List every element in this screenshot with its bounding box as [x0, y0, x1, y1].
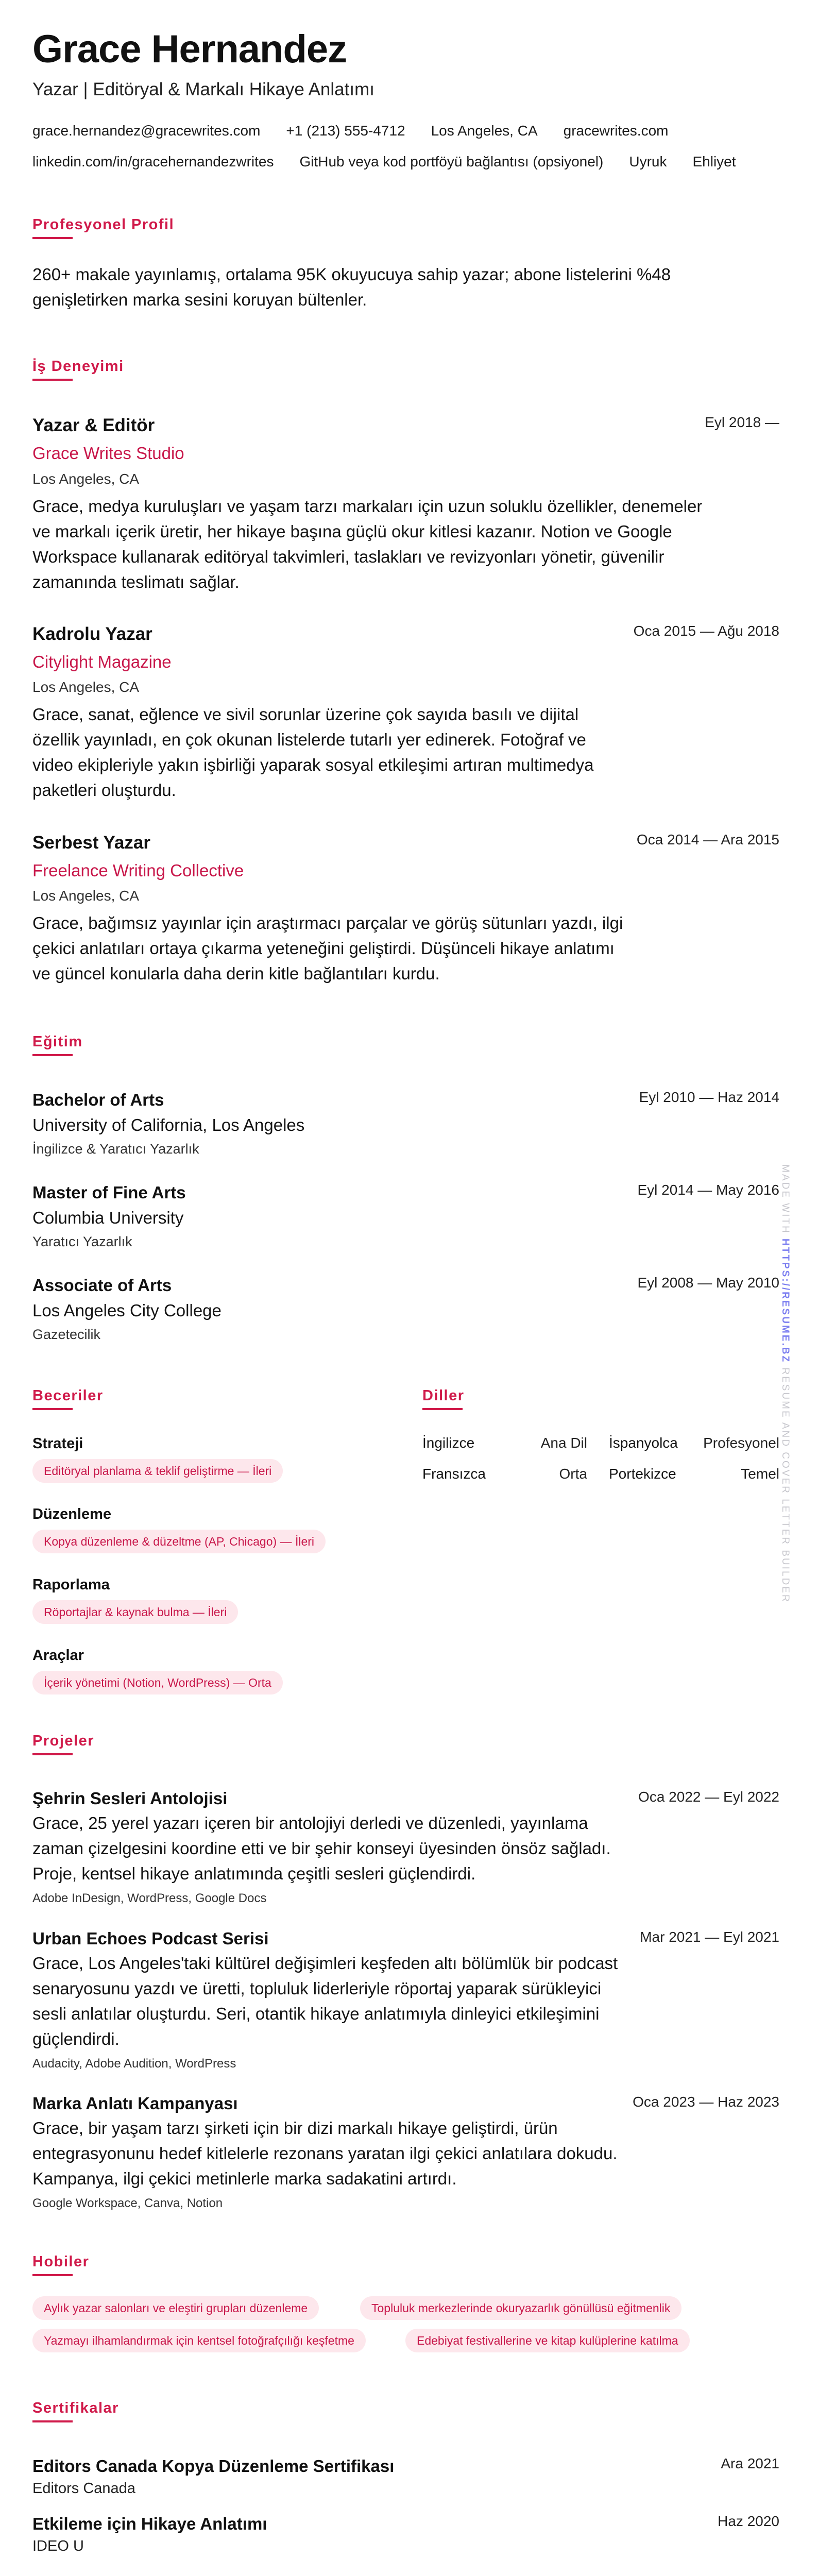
project-description: Grace, Los Angeles'taki kültürel değişimleri keşfeden altı bölümlük bir podcast senaryosunu yazdı ve üretti, topluluk liderleriyle röportaj yaparak sürükleyici sesli anlatılar oluşturdu. Seri, otantik hikaye anlatımıyla dinleyici etkileşimini güçlendirdi.: [32, 1954, 618, 2048]
edu-date: Eyl 2008 — May 2010: [637, 1275, 779, 1291]
job-company: Grace Writes Studio: [32, 444, 184, 463]
edu-school: Columbia University: [32, 1208, 184, 1227]
certificate-date: Haz 2020: [718, 2513, 779, 2529]
job-company: Freelance Writing Collective: [32, 861, 244, 880]
job-location: Los Angeles, CA: [32, 888, 140, 904]
section-divider: [32, 1408, 73, 1410]
edu-degree: Master of Fine Arts: [32, 1183, 186, 1202]
project-title: Marka Anlatı Kampanyası: [32, 2094, 238, 2113]
section-title-profile: Profesyonel Profil: [32, 216, 175, 233]
certificate-title: Etkileme için Hikaye Anlatımı: [32, 2514, 267, 2533]
contact-website[interactable]: gracewrites.com: [563, 123, 669, 139]
hobby-chip: Yazmayı ilhamlandırmak için kentsel fotoğrafçılığı keşfetme: [32, 2329, 366, 2352]
skill-chip: Editöryal planlama & teklif geliştirme — İleri: [32, 1459, 283, 1483]
project-tools: Adobe InDesign, WordPress, Google Docs: [32, 1891, 267, 1905]
builder-watermark: [780, 1164, 790, 1603]
certificate-org: Editors Canada: [32, 2480, 135, 2497]
job-description: Grace, sanat, eğlence ve sivil sorunlar üzerine çok sayıda basılı ve dijital özellik yayınladı, en çok okunan listelerde tutarlı yer edinerek. Fotoğraf ve video ekipleriyle yakın işbirliği yaparak sosyal etkileşimi artıran multimedya paketleri oluşturdu.: [32, 705, 594, 800]
project-tools: Google Workspace, Canva, Notion: [32, 2196, 223, 2210]
job-company: Citylight Magazine: [32, 652, 172, 671]
contact-linkedin[interactable]: linkedin.com/in/gracehernandezwrites: [32, 154, 274, 170]
language-level: Temel: [741, 1466, 779, 1482]
project-description: Grace, bir yaşam tarzı şirketi için bir dizi markalı hikaye geliştirdi, ürün entegrasyonunu hedef kitlelerle rezonans yaratan ilgi çekici anlatılara dokudu. Kampanya, ilgi çekici metinlerle marka sadakatini artırdı.: [32, 2119, 618, 2188]
hobby-chip: Edebiyat festivallerine ve kitap kulüplerine katılma: [405, 2329, 690, 2352]
project-title: Urban Echoes Podcast Serisi: [32, 1929, 269, 1948]
edu-date: Eyl 2010 — Haz 2014: [639, 1089, 779, 1105]
section-divider: [32, 2274, 73, 2276]
language-name: İspanyolca: [609, 1435, 678, 1451]
watermark-suffix: RESUME AND COVER LETTER BUILDER: [780, 1363, 791, 1603]
section-title-certificates: Sertifikalar: [32, 2400, 119, 2416]
edu-field: İngilizce & Yaratıcı Yazarlık: [32, 1141, 199, 1157]
watermark-link[interactable]: HTTPS://RESUME.BZ: [780, 1239, 791, 1364]
contact-email[interactable]: grace.hernandez@gracewrites.com: [32, 123, 261, 139]
contact-row-1: [32, 124, 668, 138]
language-name: İngilizce: [422, 1435, 475, 1451]
contact-nationality: Uyruk: [629, 154, 667, 170]
section-divider: [32, 1753, 73, 1755]
language-name: Fransızca: [422, 1466, 486, 1482]
certificate-title: Editors Canada Kopya Düzenleme Sertifikası: [32, 2456, 395, 2476]
skill-category: Raporlama: [32, 1577, 110, 1593]
job-description: Grace, medya kuruluşları ve yaşam tarzı markaları için uzun soluklu özellikler, denemeler ve markalı içerik üretir, her hikaye başına güçlü okur kitlesi kazanır. Notion ve Google Workspace kullanarak editöryal takvimleri, taslakları ve revizyonları yönetir, güvenilir zamanında teslimatı sağlar.: [32, 497, 703, 591]
edu-school: University of California, Los Angeles: [32, 1115, 305, 1134]
contact-phone[interactable]: +1 (213) 555-4712: [286, 123, 405, 139]
skill-category: Araçlar: [32, 1647, 84, 1664]
contact-location: Los Angeles, CA: [431, 123, 538, 139]
section-divider: [32, 379, 73, 381]
section-title-languages: Diller: [422, 1387, 465, 1404]
skill-chip: Röportajlar & kaynak bulma — İleri: [32, 1600, 238, 1624]
contact-license: Ehliyet: [692, 154, 736, 170]
hobby-chip: Topluluk merkezlerinde okuryazarlık gönüllüsü eğitmenlik: [360, 2296, 681, 2320]
edu-school: Los Angeles City College: [32, 1301, 221, 1320]
skill-chip: Kopya düzenleme & düzeltme (AP, Chicago) — İleri: [32, 1530, 326, 1553]
skill-chip: İçerik yönetimi (Notion, WordPress) — Orta: [32, 1671, 283, 1694]
profile-summary: 260+ makale yayınlamış, ortalama 95K okuyucuya sahip yazar; abone listelerini %48 genişletirken marka sesini koruyan bültenler.: [32, 265, 671, 309]
job-title: Kadrolu Yazar: [32, 624, 152, 644]
job-date: Oca 2014 — Ara 2015: [636, 832, 779, 848]
certificate-date: Ara 2021: [721, 2455, 779, 2471]
candidate-name: Grace Hernandez: [32, 27, 347, 71]
project-description: Grace, 25 yerel yazarı içeren bir antolojiyi derledi ve düzenledi, yayınlama zaman çizelgesini koordine etti ve bir şehir konseyi üyesinden önsöz sağladı. Proje, kentsel hikaye anlatımında çeşitli sesleri güçlendirdi.: [32, 1814, 611, 1883]
job-location: Los Angeles, CA: [32, 471, 140, 487]
job-date: Oca 2015 — Ağu 2018: [633, 623, 779, 639]
job-title: Yazar & Editör: [32, 415, 155, 435]
language-name: Portekizce: [609, 1466, 676, 1482]
candidate-subtitle: Yazar | Editöryal & Markalı Hikaye Anlatımı: [32, 79, 374, 99]
watermark-prefix: MADE WITH: [780, 1164, 791, 1239]
contact-row-2: [32, 155, 736, 169]
edu-degree: Bachelor of Arts: [32, 1090, 164, 1109]
project-date: Oca 2022 — Eyl 2022: [638, 1789, 779, 1805]
project-date: Oca 2023 — Haz 2023: [633, 2094, 779, 2110]
edu-field: Yaratıcı Yazarlık: [32, 1234, 132, 1249]
language-level: Profesyonel: [703, 1435, 779, 1451]
job-date: Eyl 2018 —: [705, 414, 779, 430]
project-title: Şehrin Sesleri Antolojisi: [32, 1789, 228, 1808]
language-level: Ana Dil: [540, 1435, 587, 1451]
section-title-hobbies: Hobiler: [32, 2253, 90, 2270]
edu-degree: Associate of Arts: [32, 1276, 172, 1295]
certificate-org: IDEO U: [32, 2538, 84, 2554]
project-tools: Audacity, Adobe Audition, WordPress: [32, 2057, 236, 2071]
section-title-education: Eğitim: [32, 1033, 83, 1050]
section-divider: [422, 1408, 463, 1410]
edu-date: Eyl 2014 — May 2016: [637, 1182, 779, 1198]
project-date: Mar 2021 — Eyl 2021: [640, 1929, 779, 1945]
job-description: Grace, bağımsız yayınlar için araştırmacı parçalar ve görüş sütunları yazdı, ilgi çekici anlatıları ortaya çıkarma yeteneğini geliştirdi. Düşünceli hikaye anlatımı ve güncel konularla daha derin kitle bağlantıları kurdu.: [32, 913, 623, 983]
language-level: Orta: [559, 1466, 587, 1482]
skill-category: Strateji: [32, 1435, 83, 1452]
contact-github[interactable]: GitHub veya kod portföyü bağlantısı (opsiyonel): [299, 154, 604, 170]
section-title-projects: Projeler: [32, 1733, 94, 1749]
job-title: Serbest Yazar: [32, 833, 150, 853]
hobby-chip: Aylık yazar salonları ve eleştiri grupları düzenleme: [32, 2296, 319, 2320]
section-divider: [32, 2420, 73, 2422]
section-divider: [32, 1054, 73, 1056]
section-title-skills: Beceriler: [32, 1387, 104, 1404]
edu-field: Gazetecilik: [32, 1327, 101, 1342]
job-location: Los Angeles, CA: [32, 679, 140, 695]
section-divider: [32, 237, 73, 239]
section-title-experience: İş Deneyimi: [32, 358, 124, 375]
skill-category: Düzenleme: [32, 1506, 112, 1522]
